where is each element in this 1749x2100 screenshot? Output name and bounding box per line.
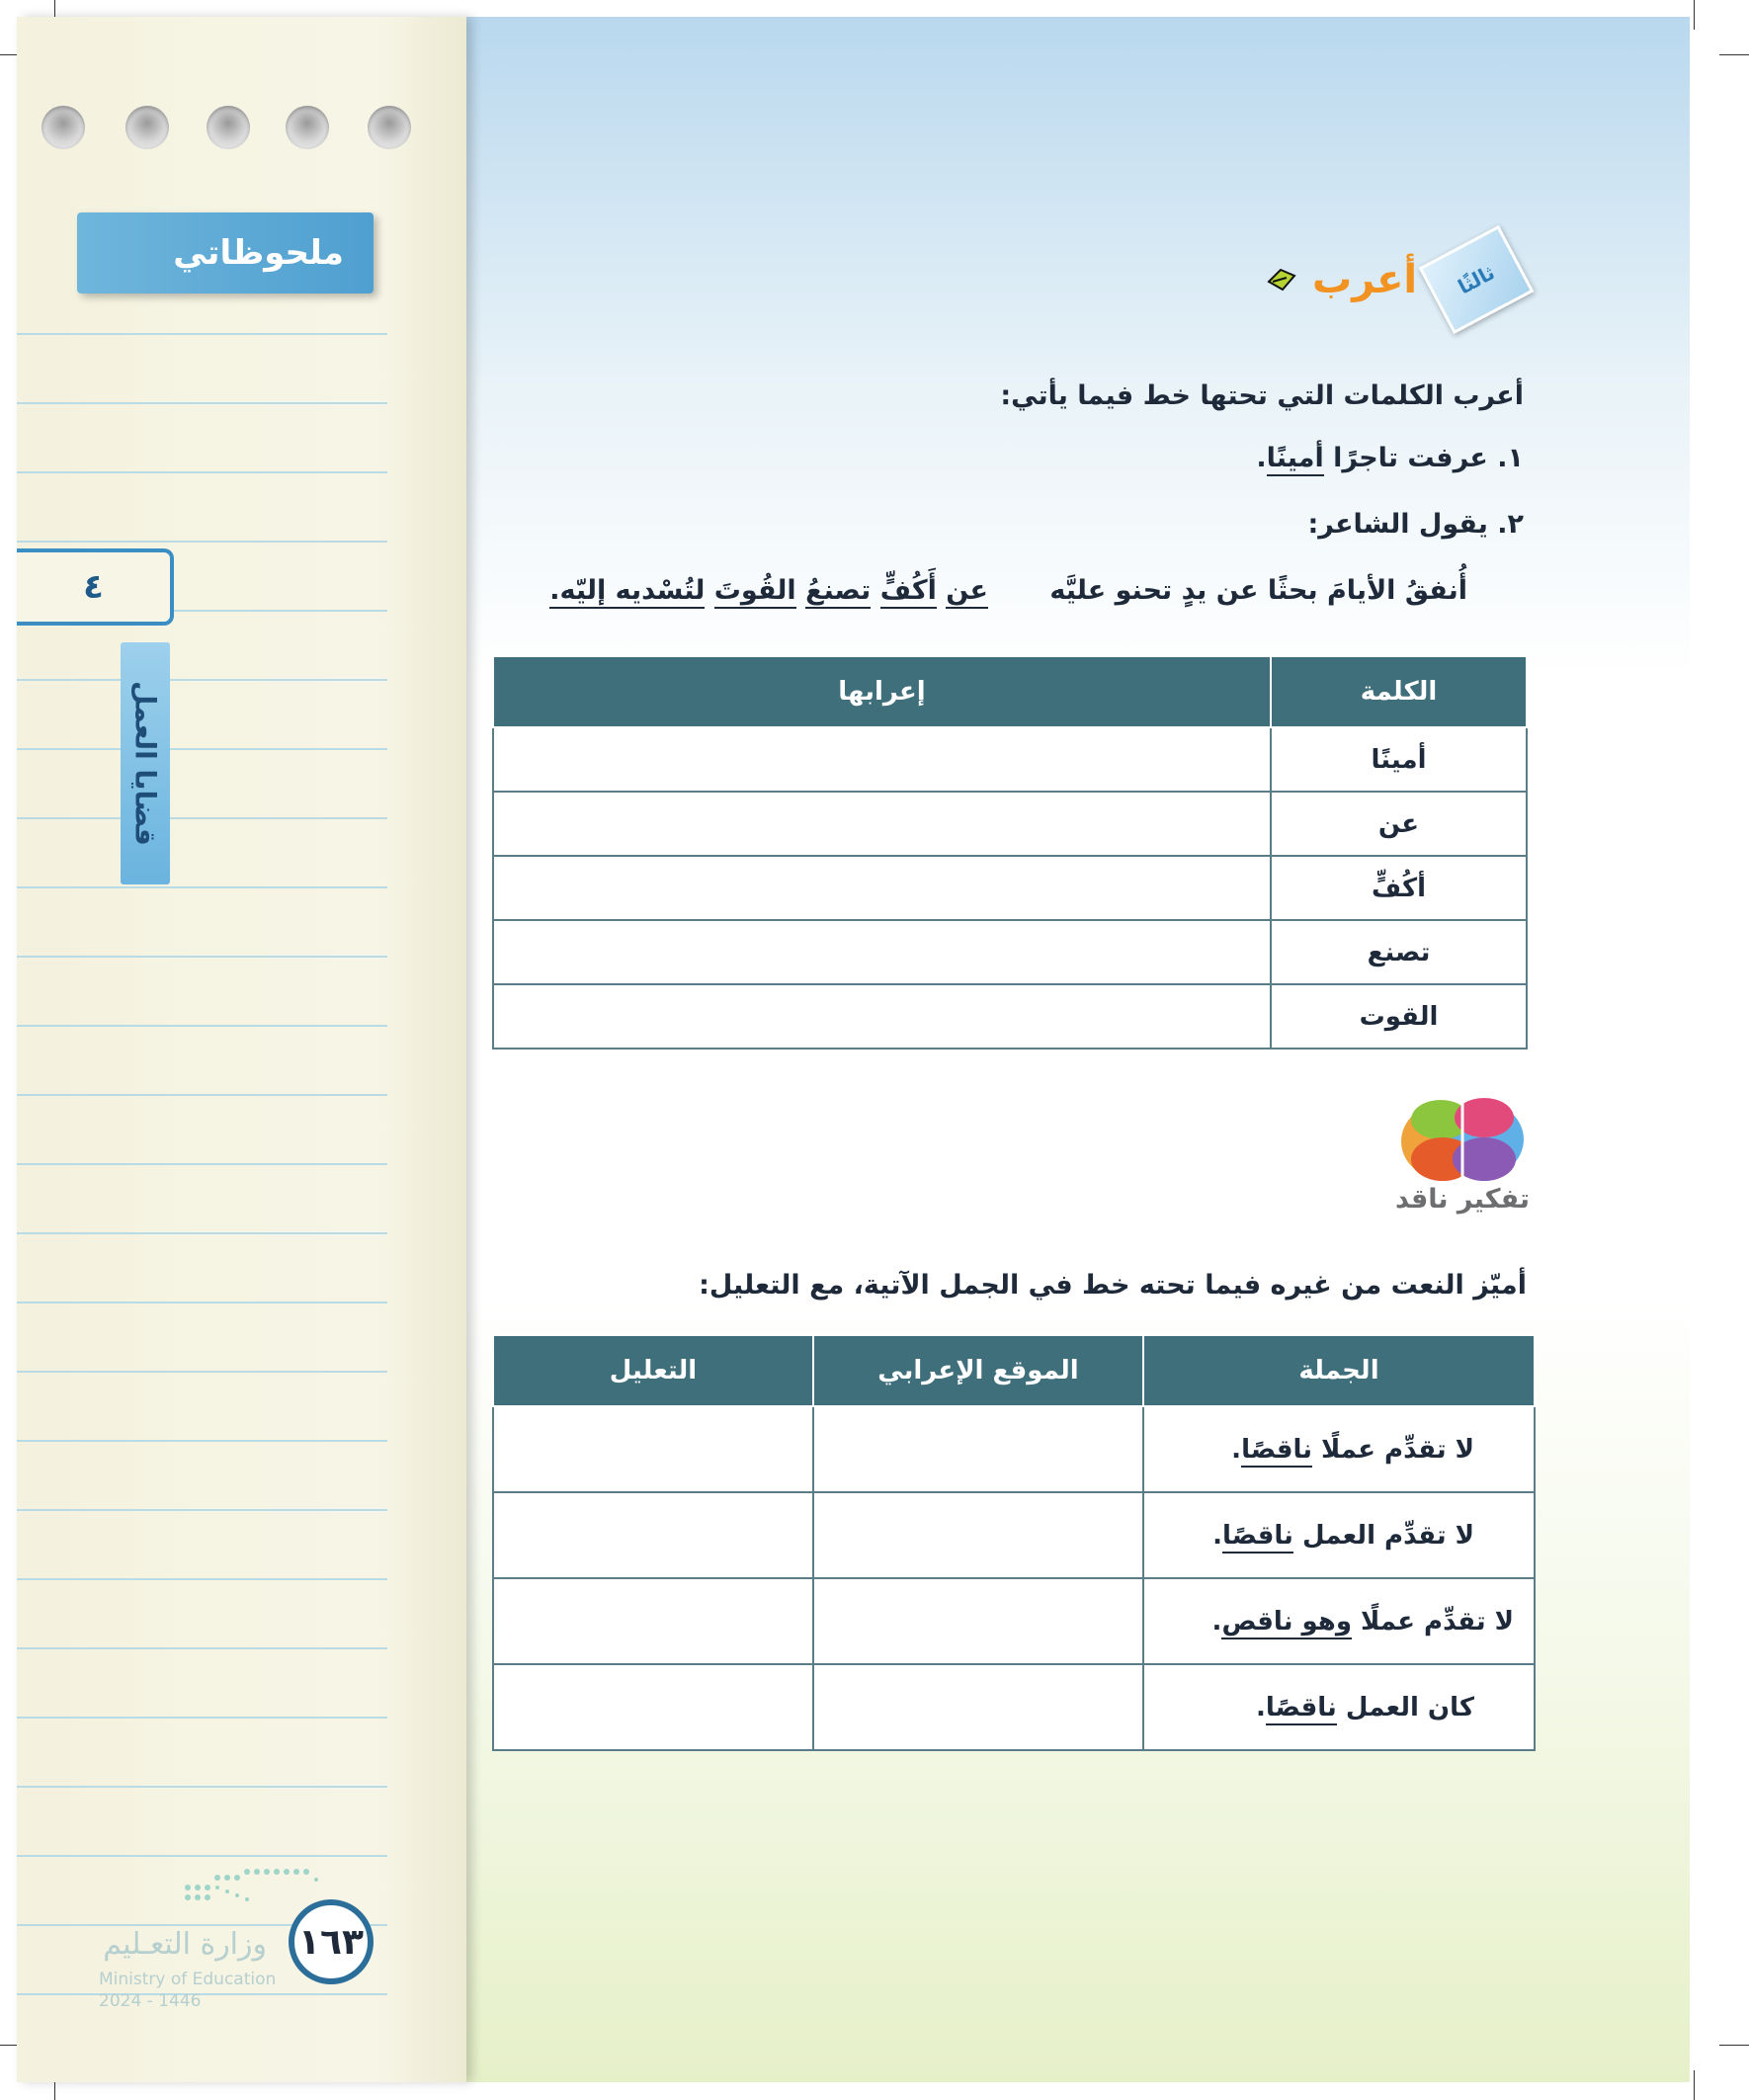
column-header-parsing: إعرابها xyxy=(493,656,1271,727)
exercise1-item2: ٢. يقول الشاعر: xyxy=(1307,509,1524,540)
content-panel xyxy=(466,17,1690,2082)
table-header-row xyxy=(493,1335,1535,1406)
verse-second-hemistich xyxy=(549,575,988,606)
sentence-cell xyxy=(1143,1578,1535,1664)
ruled-line xyxy=(17,1371,387,1373)
ruled-line xyxy=(17,1717,387,1719)
table-row xyxy=(493,1664,1535,1750)
word-cell: أكُفٍّ xyxy=(1271,856,1527,920)
column-header-reason: التعليل xyxy=(493,1335,813,1406)
adjective-table xyxy=(492,1334,1536,1751)
verse-first-hemistich: أُنفقُ الأيامَ بحثًا عن يدٍ تحنو عليَّه xyxy=(1049,575,1467,606)
ruled-line xyxy=(17,1025,387,1027)
sentence-underlined: ناقصًا xyxy=(1241,1435,1312,1468)
sentence-end: . xyxy=(1211,1606,1222,1637)
ruled-line xyxy=(17,1232,387,1234)
unit-title-ribbon xyxy=(121,642,170,884)
word-cell: تصنع xyxy=(1271,920,1527,984)
table-row xyxy=(493,1578,1535,1664)
sentence-cell xyxy=(1143,1406,1535,1492)
table-header-row xyxy=(493,656,1527,727)
position-cell[interactable] xyxy=(813,1406,1143,1492)
table-row xyxy=(493,792,1527,856)
position-cell[interactable] xyxy=(813,1664,1143,1750)
crop-mark xyxy=(1694,2070,1695,2100)
word-cell: أمينًا xyxy=(1271,727,1527,792)
leaf-icon xyxy=(1265,266,1298,294)
position-cell[interactable] xyxy=(813,1578,1143,1664)
crop-mark xyxy=(1719,2045,1749,2046)
ruled-line xyxy=(17,1993,387,1995)
sentence-cell xyxy=(1143,1664,1535,1750)
item1-suffix: . xyxy=(1256,443,1267,473)
table-row xyxy=(493,727,1527,792)
ruled-line xyxy=(17,1855,387,1857)
sentence-end: . xyxy=(1231,1434,1242,1465)
ruled-line xyxy=(17,333,387,335)
answer-cell[interactable] xyxy=(493,984,1271,1049)
answer-cell[interactable] xyxy=(493,920,1271,984)
unit-number: ٤ xyxy=(83,567,104,607)
ruled-line xyxy=(17,402,387,404)
table-row xyxy=(493,1406,1535,1492)
unit-number-box xyxy=(17,548,174,626)
answer-cell[interactable] xyxy=(493,856,1271,920)
ruled-line xyxy=(17,817,387,819)
ruled-line xyxy=(17,1163,387,1165)
sentence-underlined: ناقصًا xyxy=(1266,1693,1337,1725)
table-row xyxy=(493,984,1527,1049)
unit-title: قضايا العمل xyxy=(128,681,162,846)
sentence-end: . xyxy=(1256,1692,1266,1722)
ruled-line xyxy=(17,1578,387,1580)
ruled-line xyxy=(17,1786,387,1788)
page-number-badge xyxy=(289,1899,374,1984)
ruled-line xyxy=(17,1647,387,1649)
column-header-word: الكلمة xyxy=(1271,656,1527,727)
sentence-text: كان العمل xyxy=(1336,1692,1474,1722)
notes-sidebar xyxy=(17,17,466,2082)
exercise2-instruction: أميّز النعت من غيره فيما تحته خط في الجمل الآتية، مع التعليل: xyxy=(699,1270,1527,1301)
column-header-position: الموقع الإعرابي xyxy=(813,1335,1143,1406)
ruled-line xyxy=(17,679,387,681)
exercise1-instruction: أعرب الكلمات التي تحتها خط فيما يأتي: xyxy=(1000,380,1524,411)
position-cell[interactable] xyxy=(813,1492,1143,1578)
ministry-name-ar: وزارة التعـليم xyxy=(103,1927,267,1962)
table-row xyxy=(493,1492,1535,1578)
table-row xyxy=(493,856,1527,920)
sentence-end: . xyxy=(1212,1520,1222,1551)
answer-cell[interactable] xyxy=(493,792,1271,856)
ruled-line xyxy=(17,471,387,473)
answer-cell[interactable] xyxy=(493,727,1271,792)
table-row xyxy=(493,920,1527,984)
word-cell: القوت xyxy=(1271,984,1527,1049)
binder-hole xyxy=(368,106,411,149)
sentence-text: لا تقدِّم العمل xyxy=(1292,1520,1474,1551)
sentence-text: لا تقدِّم عملًا xyxy=(1352,1606,1514,1637)
sentence-underlined: ناقصًا xyxy=(1222,1521,1293,1554)
sentence-cell xyxy=(1143,1492,1535,1578)
notes-label: ملحوظاتي xyxy=(173,233,344,273)
binder-hole xyxy=(207,106,250,149)
exercise1-item1 xyxy=(1256,443,1524,473)
binder-hole xyxy=(42,106,85,149)
sentence-text: لا تقدِّم عملًا xyxy=(1312,1434,1474,1465)
binder-hole xyxy=(125,106,169,149)
ruled-line xyxy=(17,1302,387,1303)
verse-word: عن xyxy=(946,575,988,609)
ruled-line xyxy=(17,1440,387,1442)
word-cell: عن xyxy=(1271,792,1527,856)
reason-cell[interactable] xyxy=(493,1406,813,1492)
ministry-year: 2024 - 1446 xyxy=(99,1991,202,2011)
notes-tab xyxy=(77,212,374,294)
reason-cell[interactable] xyxy=(493,1492,813,1578)
ruled-line xyxy=(17,956,387,958)
reason-cell[interactable] xyxy=(493,1664,813,1750)
page-number: ١٦٣ xyxy=(298,1921,364,1963)
binder-hole xyxy=(286,106,329,149)
crop-mark xyxy=(1694,0,1695,30)
item1-prefix: ١. عرفت تاجرًا xyxy=(1323,443,1524,473)
item1-underlined: أمينًا xyxy=(1267,443,1324,476)
verse-word: القُوتَ xyxy=(714,575,796,609)
section-heading xyxy=(1265,242,1522,317)
column-header-sentence: الجملة xyxy=(1143,1335,1535,1406)
sentence-underlined: وهو ناقص xyxy=(1221,1607,1352,1639)
parsing-table xyxy=(492,655,1528,1050)
verse-word: أَكُفٍّ xyxy=(880,575,937,609)
ruled-line xyxy=(17,1094,387,1096)
ruled-line xyxy=(17,1509,387,1511)
ministry-name-en: Ministry of Education xyxy=(99,1970,277,1989)
section-badge-label: ثالثًا xyxy=(1454,260,1499,299)
ruled-line xyxy=(17,541,387,543)
critical-thinking-label: تفكير ناقد xyxy=(1394,1184,1531,1215)
verse-word: لتُسْديه إليّه. xyxy=(549,575,705,609)
ruled-line xyxy=(17,886,387,888)
section-title: أعرب xyxy=(1312,257,1418,302)
reason-cell[interactable] xyxy=(493,1578,813,1664)
ruled-line xyxy=(17,748,387,750)
verse-word: تصنعُ xyxy=(805,575,871,609)
crop-mark xyxy=(1719,54,1749,55)
